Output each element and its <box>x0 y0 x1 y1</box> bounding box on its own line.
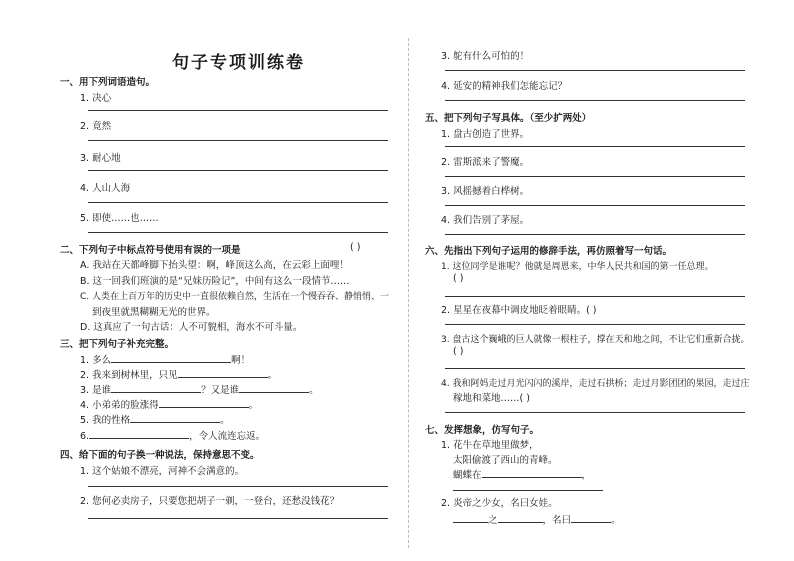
left-column <box>60 0 390 561</box>
section-7-heading: 七、发挥想象，仿写句子。 <box>425 425 540 436</box>
section-5-heading: 五、把下列句子写具体。（至少扩两处） <box>425 113 592 124</box>
fill-blank[interactable] <box>130 412 220 423</box>
s2-option-b: B. 这一回我们班演的是“兄妹历险记”，中间有这么一段情节…… <box>80 276 350 287</box>
s3-item-4: 4. 小弟弟的脸涨得 。 <box>80 397 258 411</box>
s6-item-4: 4. 我和阿妈走过月光闪闪的溪岸，走过石拱桥；走过月影团团的果园，走过庄 <box>441 379 750 389</box>
s3-item-5: 5. 我的性格 。 <box>80 412 230 426</box>
fill-blank[interactable] <box>111 352 231 363</box>
answer-line[interactable] <box>445 70 745 71</box>
s2-option-a: A. 我站在天都峰脚下抬头望：啊，峰顶这么高，在云彩上面哩！ <box>80 260 349 271</box>
fill-blank[interactable] <box>571 512 611 523</box>
s4-item-3: 3. 鸵有什么可怕的！ <box>441 51 530 62</box>
answer-bracket[interactable]: ( ) <box>453 346 464 357</box>
s4-item-4: 4. 延安的精神我们怎能忘记？ <box>441 81 568 92</box>
section-6-heading: 六、先指出下列句子运用的修辞手法，再仿照着写一句话。 <box>425 246 673 257</box>
answer-line[interactable] <box>445 324 745 325</box>
s7-item-1-line2: 太阳偷渡了西山的青峰。 <box>453 455 558 466</box>
fill-blank[interactable] <box>482 467 582 478</box>
answer-line[interactable] <box>88 202 388 203</box>
answer-line[interactable] <box>445 205 745 206</box>
fill-blank[interactable] <box>453 512 488 523</box>
s3-item-2: 2. 我来到树林里，只见 。 <box>80 367 277 381</box>
s1-item-4: 4. 人山人海 <box>80 183 131 194</box>
answer-line[interactable] <box>88 518 388 519</box>
answer-line[interactable] <box>88 232 388 233</box>
s3-item-6: 6. ，令人流连忘返。 <box>80 428 265 442</box>
answer-line[interactable] <box>88 170 388 171</box>
s6-item-1: 1. 这位同学是谁呢？他就是周恩来，中华人民共和国的第一任总理。 <box>441 262 714 272</box>
fill-blank[interactable] <box>239 382 309 393</box>
s1-item-1: 1. 决心 <box>80 93 112 104</box>
s2-option-d: D. 这真应了一句古话：人不可貌相，海水不可斗量。 <box>80 322 303 333</box>
s7-item-1: 1. 花牛在草地里做梦， <box>441 440 539 451</box>
answer-line[interactable] <box>445 176 745 177</box>
column-divider <box>408 38 409 548</box>
s6-item-2: 2. 星星在夜幕中调皮地眨着眼睛。( ) <box>441 305 597 316</box>
s2-option-c: C. 人类在上百万年的历史中一直很依赖自然，生活在一个慢吞吞、静悄悄、一 <box>80 292 390 302</box>
answer-line[interactable] <box>445 100 745 101</box>
fill-blank[interactable] <box>89 428 189 439</box>
answer-line[interactable] <box>445 412 745 413</box>
s6-item-4-cont: 稼地和菜地……( ) <box>453 393 530 404</box>
section-4-heading: 四、给下面的句子换一种说法，保持意思不变。 <box>60 450 260 461</box>
answer-line[interactable] <box>445 368 745 369</box>
page-title: 句子专项训练卷 <box>172 53 305 73</box>
fill-blank[interactable] <box>178 367 268 378</box>
s1-item-5: 5. 即使……也…… <box>80 213 159 224</box>
answer-line[interactable] <box>88 486 388 487</box>
answer-bracket[interactable]: ( ) <box>350 242 361 253</box>
s3-item-3: 3. 是谁 ？又是谁 。 <box>80 382 319 396</box>
answer-line[interactable] <box>445 234 745 235</box>
fill-blank[interactable] <box>498 512 543 523</box>
s5-item-2: 2. 雷斯派来了警魔。 <box>441 157 530 168</box>
s2-option-c-cont: 到夜里就黑糊糊无光的世界。 <box>92 307 216 318</box>
s7-item-2: 2. 炎帝之少女，名曰女娃。 <box>441 498 558 509</box>
fill-blank[interactable] <box>111 382 201 393</box>
section-3-heading: 三、把下列句子补充完整。 <box>60 339 175 350</box>
section-2-heading: 二、下列句子中标点符号使用有误的一项是 <box>60 245 241 256</box>
s7-item-1-line3: 蝴蝶在 ， <box>453 467 591 481</box>
answer-line[interactable] <box>88 140 388 141</box>
s5-item-3: 3. 风摇撼着白桦树。 <box>441 186 530 197</box>
s5-item-1: 1. 盘古创造了世界。 <box>441 129 530 140</box>
s4-item-2: 2. 您何必卖房子，只要您把胡子一剃，一登台，还愁没钱花？ <box>80 496 340 507</box>
answer-line[interactable] <box>453 490 603 491</box>
answer-line[interactable] <box>445 146 745 147</box>
s1-item-3: 3. 耐心地 <box>80 153 121 164</box>
s7-item-2-fill: 之 ，名曰 。 <box>453 512 621 526</box>
s6-item-3: 3. 盘古这个巍峨的巨人就像一根柱子，撑在天和地之间，不让它们重新合拢。 <box>441 335 750 345</box>
answer-line[interactable] <box>88 110 388 111</box>
right-column <box>425 0 750 561</box>
answer-line[interactable] <box>445 296 745 297</box>
s5-item-4: 4. 我们告别了茅屋。 <box>441 215 530 226</box>
fill-blank[interactable] <box>159 397 249 408</box>
s4-item-1: 1. 这个姑娘不漂亮，河神不会满意的。 <box>80 466 245 477</box>
answer-bracket[interactable]: ( ) <box>453 273 464 284</box>
section-1-heading: 一、用下列词语造句。 <box>60 77 156 88</box>
s1-item-2: 2. 竟然 <box>80 121 112 132</box>
s3-item-1: 1. 多么 啊！ <box>80 352 250 366</box>
